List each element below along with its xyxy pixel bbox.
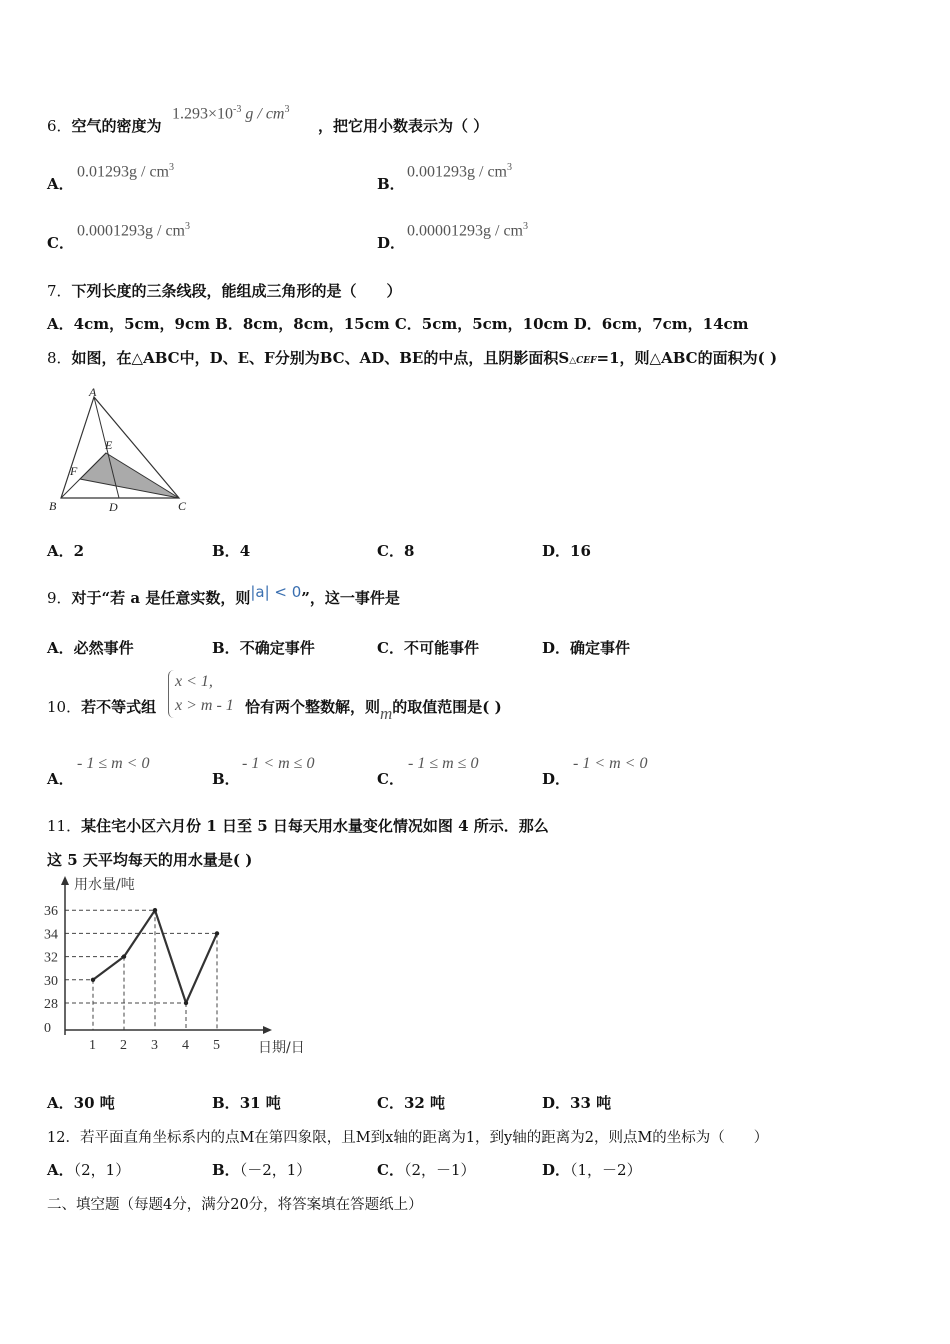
q8-option-b[interactable]: B．4 [212, 542, 251, 560]
q6-stem [47, 115, 162, 136]
label-d: D [109, 500, 118, 514]
q6-option-a-value: $0.01293g / cm^3$ [77, 162, 174, 181]
q10-option-d[interactable]: D． [542, 770, 571, 788]
x-axis-arrow [263, 1026, 272, 1034]
q12-option-d[interactable]: D．（1，－2） [542, 1161, 642, 1179]
y-tick-label-36: 36 [44, 904, 58, 920]
q6-option-d[interactable]: D． [377, 234, 406, 252]
q9-abs-expression: |a| < 0 [250, 583, 302, 601]
q11-stem-b: 这 5 天平均每天的用水量是( ) [47, 851, 253, 869]
x-tick-label-2: 2 [120, 1038, 127, 1053]
q10-option-a-value: - 1 ≤ m < 0 [77, 755, 150, 772]
q10-option-c-value: - 1 ≤ m ≤ 0 [408, 755, 479, 772]
q10-option-b-value: - 1 < m ≤ 0 [242, 755, 315, 772]
data-point-4 [184, 1001, 188, 1005]
q11-option-b[interactable]: B．31 吨 [212, 1094, 281, 1112]
data-point-3 [153, 908, 157, 912]
q6-option-b[interactable]: B． [377, 175, 405, 193]
data-point-1 [91, 978, 95, 982]
label-e: E [105, 438, 113, 452]
q6-density-value: $1.293\times 10^{-3}$ g / $cm^3$ [172, 104, 290, 123]
q9-option-a[interactable]: A．必然事件 [47, 639, 134, 657]
section-2-heading: 二、填空题（每题4分，满分20分，将答案填在答题纸上） [47, 1197, 423, 1213]
q9-option-d[interactable]: D．确定事件 [542, 639, 631, 657]
q11-stem-a: 11．某住宅小区六月份 1 日至 5 日每天用水量变化情况如图 4 所示．那么 [47, 817, 549, 835]
y-axis-label: 用水量/吨 [74, 877, 135, 893]
label-c: C [178, 499, 187, 513]
q11-option-c[interactable]: C．32 吨 [377, 1094, 446, 1112]
q6-option-a[interactable]: A． [47, 175, 74, 193]
q8-option-c[interactable]: C．8 [377, 542, 415, 560]
q8-option-d[interactable]: D．16 [542, 542, 591, 560]
x-axis-label: 日期/日 [258, 1040, 305, 1056]
water-usage-chart [40, 872, 330, 1062]
x-tick-label-3: 3 [151, 1038, 158, 1053]
q10-stem-a: 10．若不等式组 [47, 698, 157, 716]
q12-option-a[interactable]: A．（2，1） [47, 1161, 131, 1179]
label-a: A [89, 385, 97, 399]
q7-options[interactable]: A．4cm，5cm，9cm B．8cm，8cm，15cm C．5cm，5cm，10cm D．6cm，7cm，14cm [47, 315, 749, 333]
q12-stem: 12．若平面直角坐标系内的点M在第四象限，且M到x轴的距离为1，到y轴的距离为2，则点M的坐标为（ ） [47, 1130, 769, 1146]
q12-option-c[interactable]: C．（2，－1） [377, 1161, 476, 1179]
q7-stem: 7．下列长度的三条线段，能组成三角形的是（ ） [47, 282, 402, 300]
data-point-2 [122, 954, 126, 958]
q10-inequality-system: x < 1, x > m - 1 [168, 670, 234, 718]
q12-option-b[interactable]: B．（－2，1） [212, 1161, 312, 1179]
q10-option-c[interactable]: C． [377, 770, 404, 788]
q6-option-c[interactable]: C． [47, 234, 74, 252]
data-point-5 [215, 931, 219, 935]
x-tick-label-5: 5 [213, 1038, 220, 1053]
q6-option-b-value: $0.001293g / cm^3$ [407, 162, 512, 181]
triangle-figure [45, 383, 195, 515]
q10-option-a[interactable]: A． [47, 770, 74, 788]
q6-text-a: 空气的密度为 [71, 117, 162, 135]
y-tick-label-28: 28 [44, 997, 58, 1012]
q8-stem: 8．如图，在△ABC中，D、E、F分别为BC、AD、BE的中点，且阴影面积S△CEF=1，则△ABC的面积为( ) [47, 349, 778, 367]
q9-stem: 9．对于“若 a 是任意实数，则|a| < 0”，这一事件是 [47, 583, 400, 607]
q10-option-d-value: - 1 < m < 0 [573, 755, 648, 772]
q9-option-c[interactable]: C．不可能事件 [377, 639, 479, 657]
q11-option-a[interactable]: A．30 吨 [47, 1094, 115, 1112]
y-tick-label-30: 30 [44, 973, 58, 989]
y-tick-label-32: 32 [44, 950, 58, 966]
q8-option-a[interactable]: A．2 [47, 542, 85, 560]
q9-option-b[interactable]: B．不确定事件 [212, 639, 315, 657]
y-tick-label-0: 0 [44, 1021, 51, 1036]
label-f: F [70, 464, 78, 478]
label-b: B [49, 499, 57, 513]
y-tick-label-34: 34 [44, 927, 58, 943]
q10-option-b[interactable]: B． [212, 770, 240, 788]
q6-option-c-value: $0.0001293g / cm^3$ [77, 221, 190, 240]
q6-option-d-value: $0.00001293g / cm^3$ [407, 221, 528, 240]
q11-option-d[interactable]: D．33 吨 [542, 1094, 612, 1112]
q10-stem-b: 恰有两个整数解，则m的取值范围是( ) [245, 698, 502, 723]
x-tick-label-4: 4 [182, 1038, 189, 1053]
q6-number: 6． [47, 117, 72, 135]
x-tick-label-1: 1 [89, 1038, 96, 1053]
y-axis-arrow [61, 876, 69, 885]
shaded-triangle-cef [80, 453, 179, 498]
q6-text-b: ，把它用小数表示为（ ） [318, 117, 489, 135]
